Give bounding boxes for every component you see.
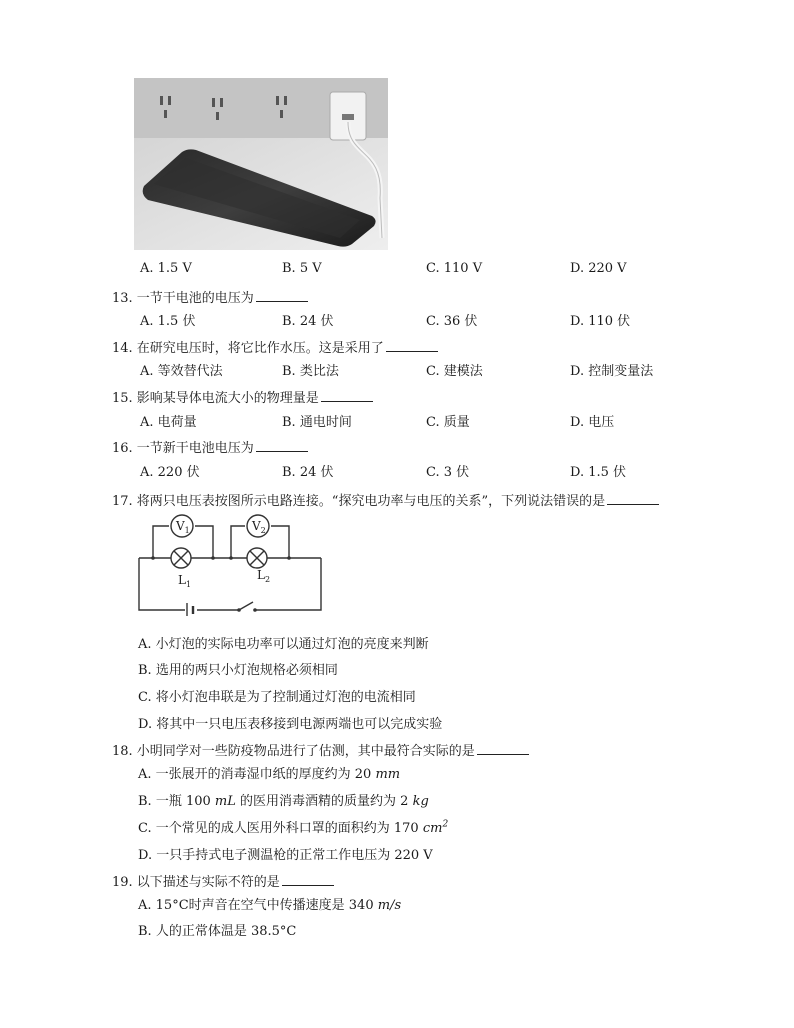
svg-text:V1 [175,519,190,535]
q18-option-a [138,763,400,782]
q17-option-b: B. 选用的两只小灯泡规格必须相同 [138,663,338,678]
q16-option-a: A. 220 伏 [140,465,200,480]
q12-option-c: C. 110 V [426,261,483,276]
q15-option-a: A. 电荷量 [140,415,197,430]
answer-blank [256,439,308,452]
q12-option-b: B. 5 V [282,261,322,276]
q15-option-d: D. 电压 [570,415,615,430]
q17-option-d: D. 将其中一只电压表移接到电源两端也可以完成实验 [138,717,443,732]
q14-option-b: B. 类比法 [282,364,339,379]
svg-text:L2 [257,568,270,584]
q15-option-b: B. 通电时间 [282,415,352,430]
q13-option-b: B. 24 伏 [282,314,334,329]
q18-c-sup: 2 [442,819,449,830]
q19-option-b: B. 人的正常体温是 38.5°C [138,924,297,939]
q15-stem-text: 15. 影响某导体电流大小的物理量是 [112,391,319,406]
l1-sub: 1 [185,580,192,589]
q14-option-d: D. 控制变量法 [570,364,654,379]
q18-b-mid: 的医用消毒酒精的质量约为 2 [240,794,409,809]
q19-a-unit: m/s [377,898,402,913]
circuit-diagram [135,512,327,616]
q13-stem [112,287,308,306]
q18-b-unit2: kg [412,794,429,809]
q12-option-a: A. 1.5 V [140,261,192,276]
svg-text:V2 [251,519,266,535]
q18-stem-text: 18. 小明同学对一些防疫物品进行了估测，其中最符合实际的是 [112,744,475,759]
q12-option-d: D. 220 V [570,261,627,276]
q16-stem [112,437,308,456]
q17-option-a: A. 小灯泡的实际电功率可以通过灯泡的亮度来判断 [138,637,429,652]
q14-option-a: A. 等效替代法 [140,364,223,379]
q18-b-text: B. 一瓶 100 [138,794,211,809]
q18-option-b [138,790,429,809]
phone-charging-photo [134,78,388,250]
q18-option-c [138,817,448,836]
q19-a-text: A. 15°C时声音在空气中传播速度是 340 [138,898,374,913]
q18-a-unit: mm [375,767,401,782]
q18-option-d: D. 一只手持式电子测温枪的正常工作电压为 220 V [138,848,433,863]
q16-stem-text: 16. 一节新干电池电压为 [112,441,254,456]
q19-stem-text: 19. 以下描述与实际不符的是 [112,875,280,890]
answer-blank [607,492,659,505]
q13-stem-text: 13. 一节干电池的电压为 [112,291,254,306]
q17-stem [112,490,659,509]
q18-c-unit: cm [422,821,443,836]
q16-option-c: C. 3 伏 [426,465,470,480]
v1-label: V [176,519,185,533]
q15-option-c: C. 质量 [426,415,470,430]
answer-blank [477,742,529,755]
v1-sub: 1 [184,526,190,535]
l2-sub: 2 [264,575,271,584]
q19-stem [112,871,334,890]
q13-option-d: D. 110 伏 [570,314,631,329]
q15-stem [112,387,373,406]
l2-label: L [257,568,265,582]
v2-label: V [252,519,261,533]
v2-sub: 2 [260,526,266,535]
answer-blank [386,339,438,352]
q14-stem [112,337,438,356]
l1-label: L [178,573,186,587]
q16-option-b: B. 24 伏 [282,465,334,480]
q18-a-text: A. 一张展开的消毒湿巾纸的厚度约为 20 [138,767,372,782]
q14-option-c: C. 建模法 [426,364,483,379]
answer-blank [256,289,308,302]
q18-stem [112,740,529,759]
q18-b-unit1: mL [214,794,236,809]
q18-c-text: C. 一个常见的成人医用外科口罩的面积约为 170 [138,821,419,836]
q13-option-a: A. 1.5 伏 [140,314,196,329]
q17-stem-text: 17. 将两只电压表按图所示电路连接。“探究电功率与电压的关系”，下列说法错误的是 [112,494,606,509]
q16-option-d: D. 1.5 伏 [570,465,627,480]
q19-option-a [138,894,401,913]
q17-option-c: C. 将小灯泡串联是为了控制通过灯泡的电流相同 [138,690,416,705]
q14-stem-text: 14. 在研究电压时，将它比作水压。这是采用了 [112,341,384,356]
answer-blank [282,873,334,886]
q13-option-c: C. 36 伏 [426,314,478,329]
answer-blank [321,389,373,402]
svg-text:L1 [178,573,191,589]
